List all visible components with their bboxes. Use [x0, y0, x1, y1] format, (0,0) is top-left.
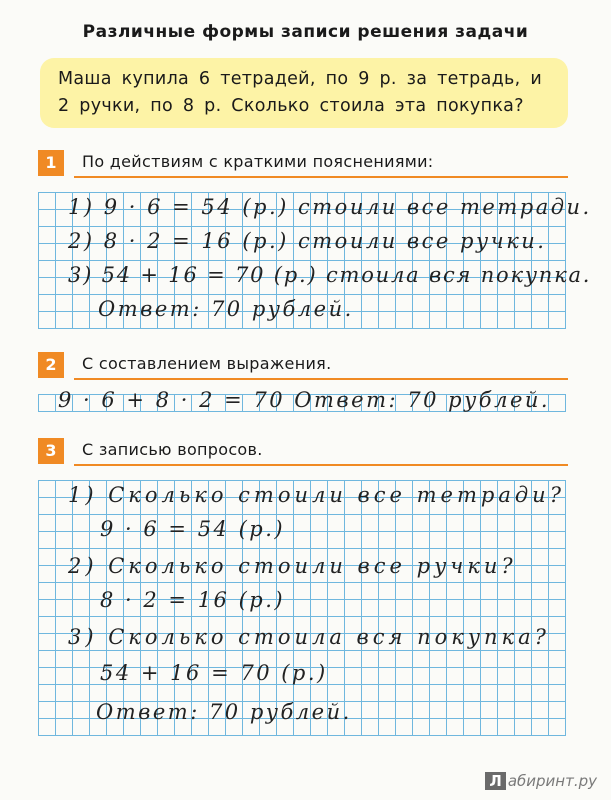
- section-2-line-1: 9 · 6 + 8 · 2 = 70 Ответ: 70 рублей.: [58, 388, 551, 412]
- problem-line-1: Маша купила 6 тетрадей, по 9 р. за тетрадь, и: [58, 69, 543, 89]
- section-3-badge: 3: [38, 438, 64, 464]
- section-1-header: [38, 150, 568, 176]
- section-1-line-2: 2) 8 · 2 = 16 (р.) стоили все ручки.: [68, 229, 547, 253]
- section-3-underline: [74, 464, 568, 466]
- section-1-underline: [74, 176, 568, 178]
- section-2-heading: С составлением выражения.: [82, 354, 332, 373]
- problem-box: [40, 58, 568, 128]
- page-title: Различные формы записи решения задачи: [82, 22, 529, 42]
- section-1-heading: По действиям с краткими пояснениями:: [82, 152, 434, 171]
- section-3-line-4: 8 · 2 = 16 (р.): [100, 588, 286, 612]
- section-1-badge: 1: [38, 150, 64, 176]
- section-2-underline: [74, 378, 568, 380]
- section-2-header: [38, 352, 568, 378]
- section-1-line-1: 1) 9 · 6 = 54 (р.) стоили все тетради.: [68, 195, 592, 219]
- watermark-text: абиринт.ру: [507, 772, 597, 790]
- watermark-logo: [485, 772, 597, 790]
- section-3-answer: Ответ: 70 рублей.: [96, 700, 352, 724]
- section-3-heading: С записью вопросов.: [82, 440, 263, 459]
- problem-line-2: 2 ручки, по 8 р. Сколько стоила эта покупка?: [58, 96, 524, 116]
- section-3-line-1: 1) Сколько стоили все тетради?: [68, 483, 565, 507]
- watermark-mark: Л: [485, 772, 505, 790]
- section-3-line-2: 9 · 6 = 54 (р.): [100, 517, 286, 541]
- section-3-line-5: 3) Сколько стоила вся покупка?: [68, 625, 550, 649]
- section-3-line-3: 2) Сколько стоили все ручки?: [68, 554, 517, 578]
- section-3-grid: [38, 480, 566, 736]
- section-3-header: [38, 438, 568, 464]
- section-3-line-6: 54 + 16 = 70 (р.): [100, 661, 328, 685]
- section-2-grid: [38, 388, 566, 412]
- section-2-badge: 2: [38, 352, 64, 378]
- section-1-answer: Ответ: 70 рублей.: [98, 297, 354, 321]
- section-1-line-3: 3) 54 + 16 = 70 (р.) стоила вся покупка.: [68, 263, 592, 287]
- section-1-grid: [38, 192, 592, 329]
